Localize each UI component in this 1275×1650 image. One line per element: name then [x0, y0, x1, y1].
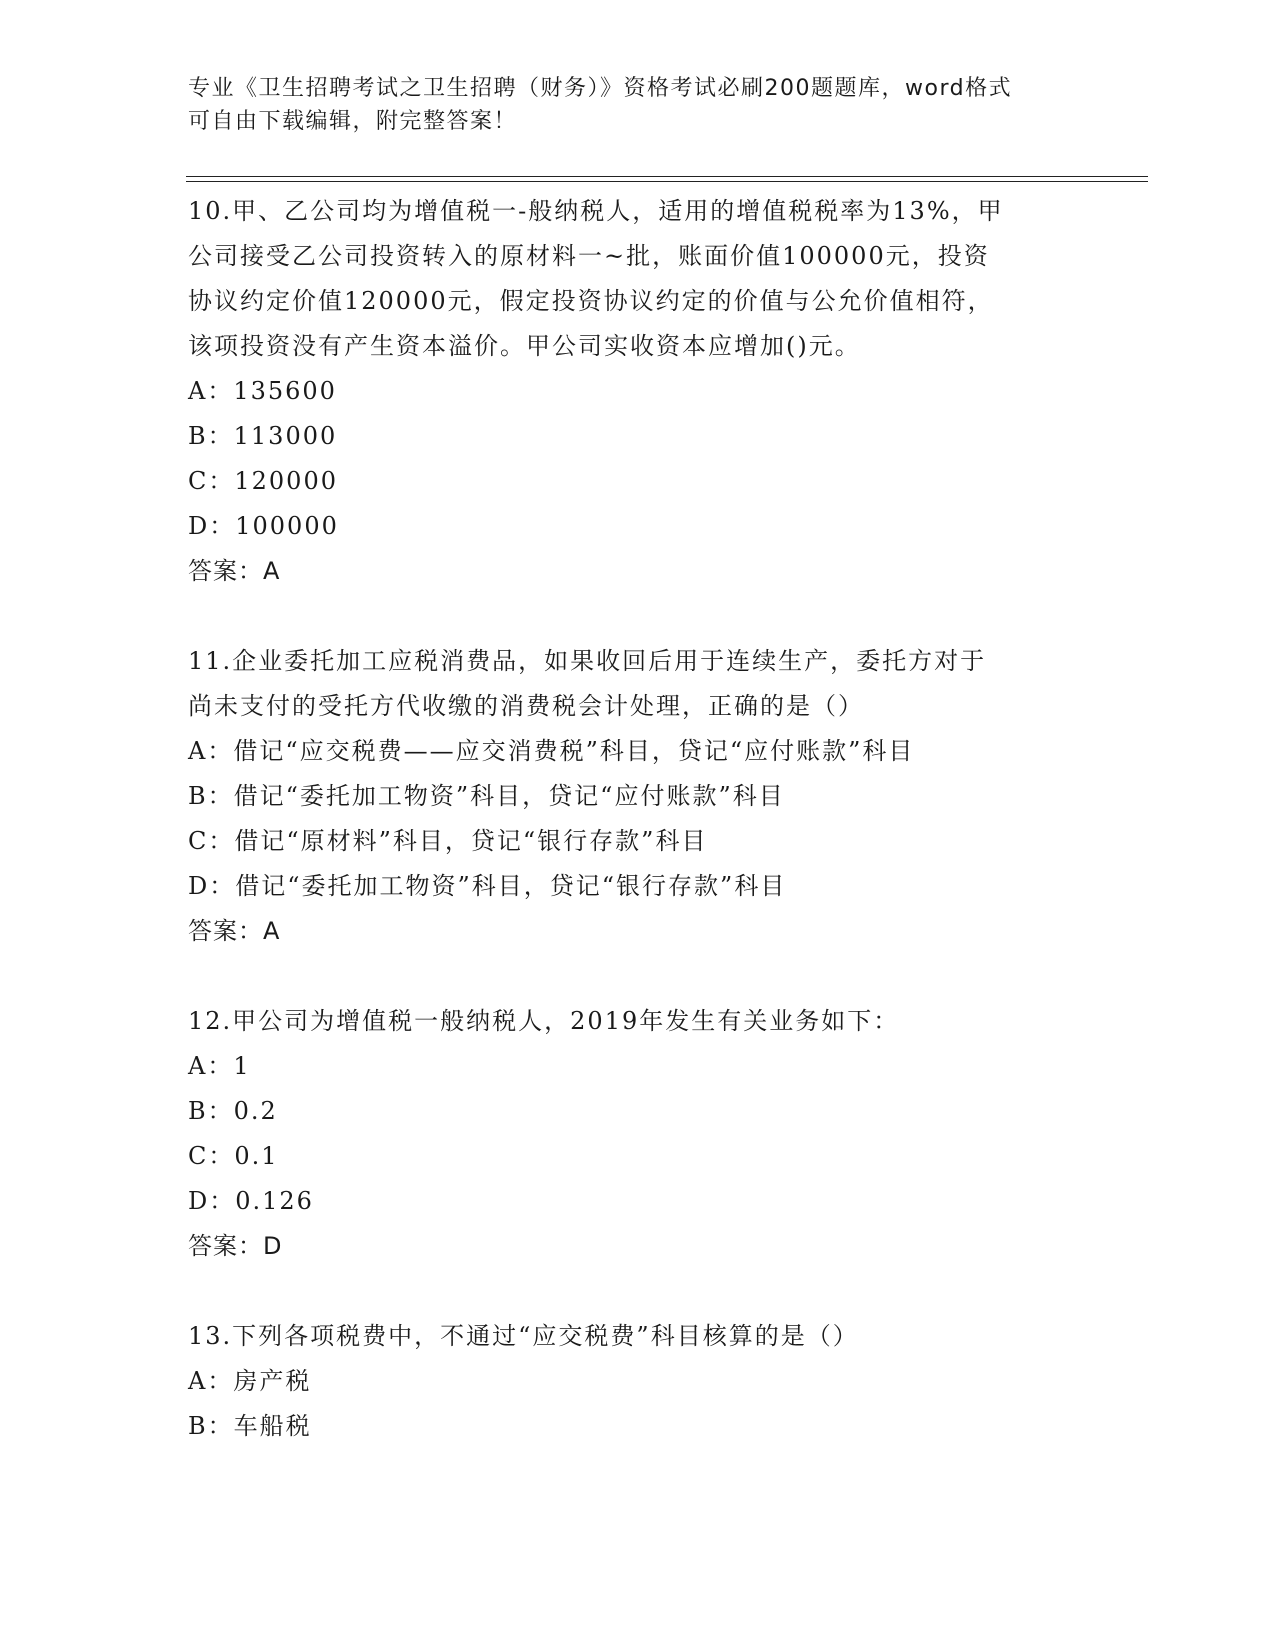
question-11: [188, 639, 1088, 954]
question-spacer: [188, 954, 1088, 999]
question-text-line: 11.企业委托加工应税消费品，如果收回后用于连续生产，委托方对于: [188, 647, 987, 675]
document-header: [188, 72, 1108, 138]
question-text-line: 13.下列各项税费中，不通过“应交税费”科目核算的是（）: [188, 1322, 859, 1350]
option-a: A：1: [188, 1052, 251, 1080]
header-rule-bottom: [186, 181, 1148, 182]
question-list: [188, 189, 1088, 1449]
option-a: A：房产税: [188, 1367, 312, 1395]
option-b: B：借记“委托加工物资”科目，贷记“应付账款”科目: [188, 782, 785, 810]
answer-line: 答案：D: [188, 1232, 283, 1260]
question-13: [188, 1314, 1088, 1449]
option-a: A：借记“应交税费——应交消费税”科目，贷记“应付账款”科目: [188, 737, 915, 765]
question-text-line: 尚未支付的受托方代收缴的消费税会计处理，正确的是（）: [188, 692, 864, 720]
header-rule-top: [186, 176, 1148, 177]
question-text-line: 公司接受乙公司投资转入的原材料一~批，账面价值100000元，投资: [188, 242, 990, 270]
question-spacer: [188, 594, 1088, 639]
answer-line: 答案：A: [188, 557, 281, 585]
option-b: B：0.2: [188, 1097, 278, 1125]
header-line-1: 专业《卫生招聘考试之卫生招聘（财务）》资格考试必刷200题题库，word格式: [188, 76, 1013, 101]
option-d: D：借记“委托加工物资”科目，贷记“银行存款”科目: [188, 872, 787, 900]
question-text-line: 12.甲公司为增值税一般纳税人，2019年发生有关业务如下：: [188, 1007, 900, 1035]
option-c: C：120000: [188, 467, 338, 495]
option-d: D：0.126: [188, 1187, 314, 1215]
question-spacer: [188, 1269, 1088, 1314]
option-b: B：113000: [188, 422, 338, 450]
option-d: D：100000: [188, 512, 339, 540]
header-line-2: 可自由下载编辑，附完整答案！: [188, 109, 518, 134]
option-a: A：135600: [188, 377, 337, 405]
question-text-line: 10.甲、乙公司均为增值税一-般纳税人，适用的增值税税率为13%，甲: [188, 197, 1004, 225]
option-b: B：车船税: [188, 1412, 312, 1440]
question-text-line: 该项投资没有产生资本溢价。甲公司实收资本应增加()元。: [188, 332, 861, 360]
question-text-line: 协议约定价值120000元，假定投资协议约定的价值与公允价值相符，: [188, 287, 994, 315]
option-c: C：借记“原材料”科目，贷记“银行存款”科目: [188, 827, 708, 855]
option-c: C：0.1: [188, 1142, 279, 1170]
answer-line: 答案：A: [188, 917, 281, 945]
question-12: [188, 999, 1088, 1269]
question-10: [188, 189, 1088, 594]
